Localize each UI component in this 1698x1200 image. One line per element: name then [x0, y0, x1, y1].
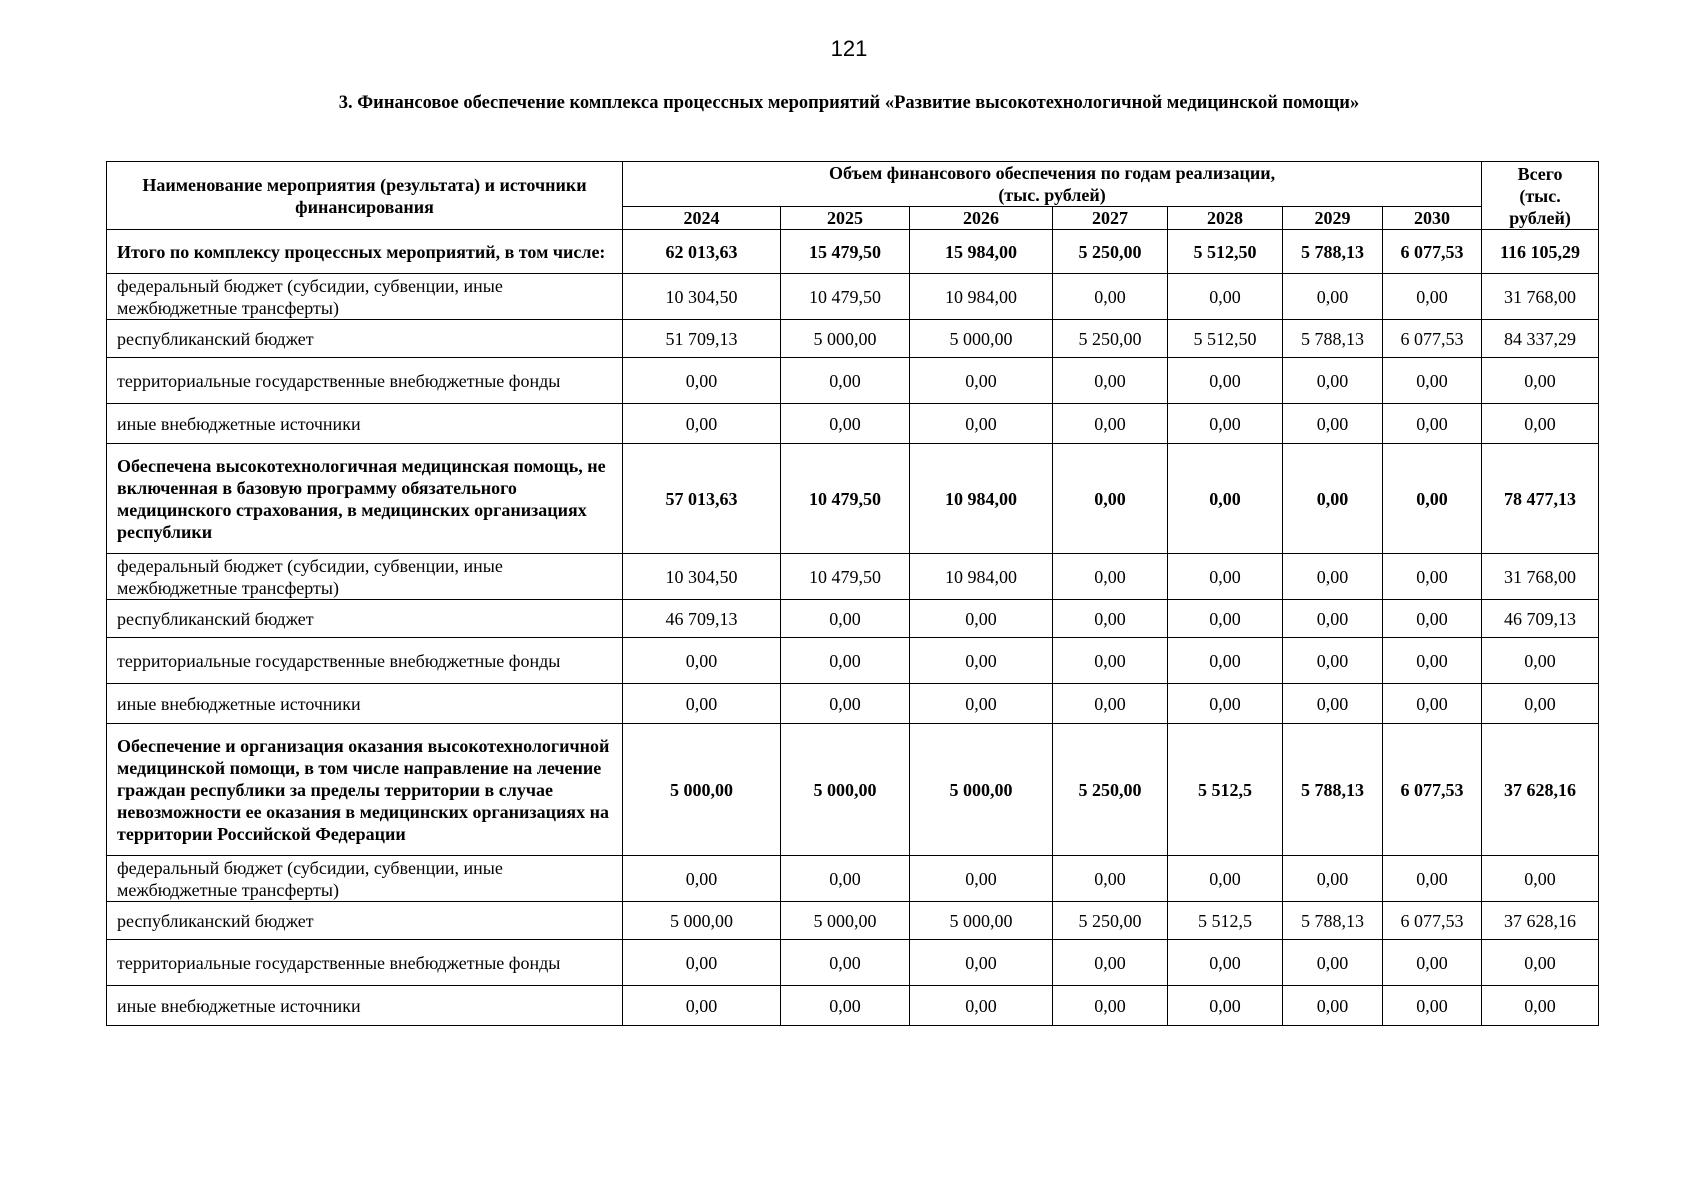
header-year: 2029	[1283, 207, 1383, 230]
value-cell: 0,00	[1053, 856, 1168, 902]
table-row	[107, 404, 1599, 444]
row-name: иные внебюджетные источники	[107, 986, 623, 1026]
row-name: республиканский бюджет	[107, 902, 623, 940]
value-cell: 6 077,53	[1383, 320, 1482, 358]
value-cell: 0,00	[1383, 940, 1482, 986]
value-cell: 15 479,50	[781, 230, 910, 274]
document-title: 3. Финансовое обеспечение комплекса процессных мероприятий «Развитие высокотехнологичной медицинской помощи»	[338, 93, 1360, 113]
value-cell: 0,00	[781, 638, 910, 684]
table-row-section	[107, 724, 1599, 856]
value-cell: 0,00	[781, 600, 910, 638]
value-cell: 0,00	[1168, 600, 1283, 638]
value-cell: 0,00	[1168, 358, 1283, 404]
value-cell: 0,00	[1383, 444, 1482, 554]
value-cell: 0,00	[1053, 684, 1168, 724]
row-name: территориальные государственные внебюджетные фонды	[107, 638, 623, 684]
value-cell: 0,00	[623, 404, 781, 444]
value-cell: 0,00	[1053, 274, 1168, 320]
value-cell: 0,00	[1168, 444, 1283, 554]
row-name: Обеспечение и организация оказания высокотехнологичной медицинской помощи, в том числе направление на лечение граждан республики за пределы территории в случае невозможности ее оказания в медицинских организациях на территории Российской Федерации	[107, 724, 623, 856]
value-cell: 15 984,00	[910, 230, 1053, 274]
value-cell: 0,00	[1283, 404, 1383, 444]
total-cell: 37 628,16	[1482, 724, 1599, 856]
table-row	[107, 554, 1599, 600]
value-cell: 5 512,50	[1168, 320, 1283, 358]
row-name: федеральный бюджет (субсидии, субвенции, иные межбюджетные трансферты)	[107, 856, 623, 902]
total-cell: 0,00	[1482, 358, 1599, 404]
value-cell: 5 000,00	[781, 724, 910, 856]
value-cell: 0,00	[910, 940, 1053, 986]
value-cell: 10 304,50	[623, 554, 781, 600]
value-cell: 5 512,5	[1168, 902, 1283, 940]
value-cell: 0,00	[1383, 274, 1482, 320]
value-cell: 0,00	[781, 856, 910, 902]
value-cell: 0,00	[910, 358, 1053, 404]
value-cell: 0,00	[1283, 638, 1383, 684]
total-cell: 0,00	[1482, 404, 1599, 444]
header-name-column: Наименование мероприятия (результата) и источники финансирования	[107, 162, 623, 230]
row-name: иные внебюджетные источники	[107, 684, 623, 724]
value-cell: 0,00	[1168, 856, 1283, 902]
value-cell: 46 709,13	[623, 600, 781, 638]
value-cell: 0,00	[1283, 986, 1383, 1026]
value-cell: 10 479,50	[781, 444, 910, 554]
table-row	[107, 856, 1599, 902]
value-cell: 10 304,50	[623, 274, 781, 320]
value-cell: 0,00	[910, 684, 1053, 724]
value-cell: 5 000,00	[781, 320, 910, 358]
header-year: 2030	[1383, 207, 1482, 230]
value-cell: 0,00	[1383, 856, 1482, 902]
total-cell: 0,00	[1482, 684, 1599, 724]
value-cell: 0,00	[1053, 554, 1168, 600]
value-cell: 0,00	[910, 638, 1053, 684]
value-cell: 0,00	[1053, 940, 1168, 986]
value-cell: 0,00	[910, 986, 1053, 1026]
value-cell: 5 512,50	[1168, 230, 1283, 274]
row-name: Обеспечена высокотехнологичная медицинская помощь, не включенная в базовую программу обязательного медицинского страхования, в медицинских организациях республики	[107, 444, 623, 554]
value-cell: 10 479,50	[781, 554, 910, 600]
value-cell: 0,00	[781, 940, 910, 986]
header-total-line1: Всего	[1517, 163, 1563, 184]
value-cell: 5 788,13	[1283, 320, 1383, 358]
total-cell: 31 768,00	[1482, 554, 1599, 600]
value-cell: 0,00	[623, 638, 781, 684]
value-cell: 5 250,00	[1053, 724, 1168, 856]
value-cell: 0,00	[910, 856, 1053, 902]
value-cell: 0,00	[1283, 358, 1383, 404]
header-year: 2028	[1168, 207, 1283, 230]
value-cell: 6 077,53	[1383, 902, 1482, 940]
value-cell: 10 479,50	[781, 274, 910, 320]
table-row	[107, 358, 1599, 404]
row-name: территориальные государственные внебюджетные фонды	[107, 940, 623, 986]
value-cell: 0,00	[1053, 444, 1168, 554]
row-name: федеральный бюджет (субсидии, субвенции, иные межбюджетные трансферты)	[107, 274, 623, 320]
value-cell: 0,00	[1053, 358, 1168, 404]
value-cell: 0,00	[1168, 940, 1283, 986]
value-cell: 0,00	[1283, 600, 1383, 638]
value-cell: 0,00	[1383, 986, 1482, 1026]
value-cell: 5 788,13	[1283, 230, 1383, 274]
value-cell: 5 000,00	[623, 724, 781, 856]
total-cell: 31 768,00	[1482, 274, 1599, 320]
total-cell: 0,00	[1482, 856, 1599, 902]
header-volume-line1: Объем финансового обеспечения по годам реализации,	[828, 163, 1276, 183]
value-cell: 0,00	[1383, 600, 1482, 638]
value-cell: 6 077,53	[1383, 230, 1482, 274]
row-name: иные внебюджетные источники	[107, 404, 623, 444]
table-row-section	[107, 444, 1599, 554]
header-total	[1482, 162, 1599, 230]
value-cell: 5 250,00	[1053, 902, 1168, 940]
value-cell: 0,00	[1168, 986, 1283, 1026]
value-cell: 5 000,00	[910, 902, 1053, 940]
value-cell: 0,00	[1168, 404, 1283, 444]
value-cell: 0,00	[1053, 638, 1168, 684]
value-cell: 5 000,00	[781, 902, 910, 940]
value-cell: 0,00	[781, 684, 910, 724]
table-row	[107, 902, 1599, 940]
value-cell: 0,00	[1383, 684, 1482, 724]
value-cell: 0,00	[781, 986, 910, 1026]
value-cell: 0,00	[1383, 638, 1482, 684]
table-row	[107, 684, 1599, 724]
value-cell: 0,00	[1168, 684, 1283, 724]
value-cell: 5 000,00	[910, 320, 1053, 358]
header-volume-line2: (тыс. рублей)	[998, 185, 1106, 205]
header-year: 2025	[781, 207, 910, 230]
value-cell: 0,00	[1053, 986, 1168, 1026]
total-cell: 0,00	[1482, 940, 1599, 986]
value-cell: 10 984,00	[910, 274, 1053, 320]
total-cell: 84 337,29	[1482, 320, 1599, 358]
value-cell: 0,00	[781, 404, 910, 444]
value-cell: 0,00	[1168, 638, 1283, 684]
row-name: республиканский бюджет	[107, 600, 623, 638]
value-cell: 5 000,00	[623, 902, 781, 940]
value-cell: 0,00	[1053, 600, 1168, 638]
value-cell: 0,00	[623, 986, 781, 1026]
value-cell: 0,00	[1383, 404, 1482, 444]
value-cell: 0,00	[910, 404, 1053, 444]
value-cell: 0,00	[781, 358, 910, 404]
value-cell: 0,00	[910, 600, 1053, 638]
row-name: федеральный бюджет (субсидии, субвенции, иные межбюджетные трансферты)	[107, 554, 623, 600]
value-cell: 0,00	[1283, 684, 1383, 724]
value-cell: 5 788,13	[1283, 724, 1383, 856]
value-cell: 0,00	[1283, 554, 1383, 600]
value-cell: 62 013,63	[623, 230, 781, 274]
value-cell: 57 013,63	[623, 444, 781, 554]
value-cell: 0,00	[1168, 274, 1283, 320]
value-cell: 0,00	[1383, 554, 1482, 600]
value-cell: 0,00	[1053, 404, 1168, 444]
total-cell: 78 477,13	[1482, 444, 1599, 554]
value-cell: 0,00	[623, 940, 781, 986]
table-row	[107, 320, 1599, 358]
value-cell: 0,00	[1383, 358, 1482, 404]
header-total-line3: рублей)	[1509, 207, 1571, 228]
total-cell: 0,00	[1482, 638, 1599, 684]
table-row	[107, 600, 1599, 638]
page-number: 121	[830, 36, 868, 61]
value-cell: 0,00	[1168, 554, 1283, 600]
header-row-1	[107, 162, 1599, 207]
header-total-line2: (тыс.	[1519, 185, 1561, 206]
header-year: 2024	[623, 207, 781, 230]
row-name: республиканский бюджет	[107, 320, 623, 358]
value-cell: 5 000,00	[910, 724, 1053, 856]
value-cell: 0,00	[623, 684, 781, 724]
value-cell: 51 709,13	[623, 320, 781, 358]
total-cell: 37 628,16	[1482, 902, 1599, 940]
value-cell: 0,00	[1283, 444, 1383, 554]
table-row	[107, 940, 1599, 986]
header-volume	[623, 162, 1482, 207]
header-year: 2027	[1053, 207, 1168, 230]
table-row-section	[107, 230, 1599, 274]
value-cell: 5 250,00	[1053, 230, 1168, 274]
header-year: 2026	[910, 207, 1053, 230]
value-cell: 5 512,5	[1168, 724, 1283, 856]
value-cell: 10 984,00	[910, 554, 1053, 600]
total-cell: 46 709,13	[1482, 600, 1599, 638]
value-cell: 5 788,13	[1283, 902, 1383, 940]
table-row	[107, 638, 1599, 684]
total-cell: 116 105,29	[1482, 230, 1599, 274]
value-cell: 5 250,00	[1053, 320, 1168, 358]
table-row	[107, 274, 1599, 320]
total-cell: 0,00	[1482, 986, 1599, 1026]
financing-table	[106, 161, 1599, 1026]
value-cell: 10 984,00	[910, 444, 1053, 554]
row-name: территориальные государственные внебюджетные фонды	[107, 358, 623, 404]
value-cell: 0,00	[1283, 274, 1383, 320]
value-cell: 0,00	[623, 358, 781, 404]
value-cell: 0,00	[623, 856, 781, 902]
value-cell: 0,00	[1283, 940, 1383, 986]
value-cell: 6 077,53	[1383, 724, 1482, 856]
value-cell: 0,00	[1283, 856, 1383, 902]
table-row	[107, 986, 1599, 1026]
row-name: Итого по комплексу процессных мероприятий, в том числе:	[107, 230, 623, 274]
